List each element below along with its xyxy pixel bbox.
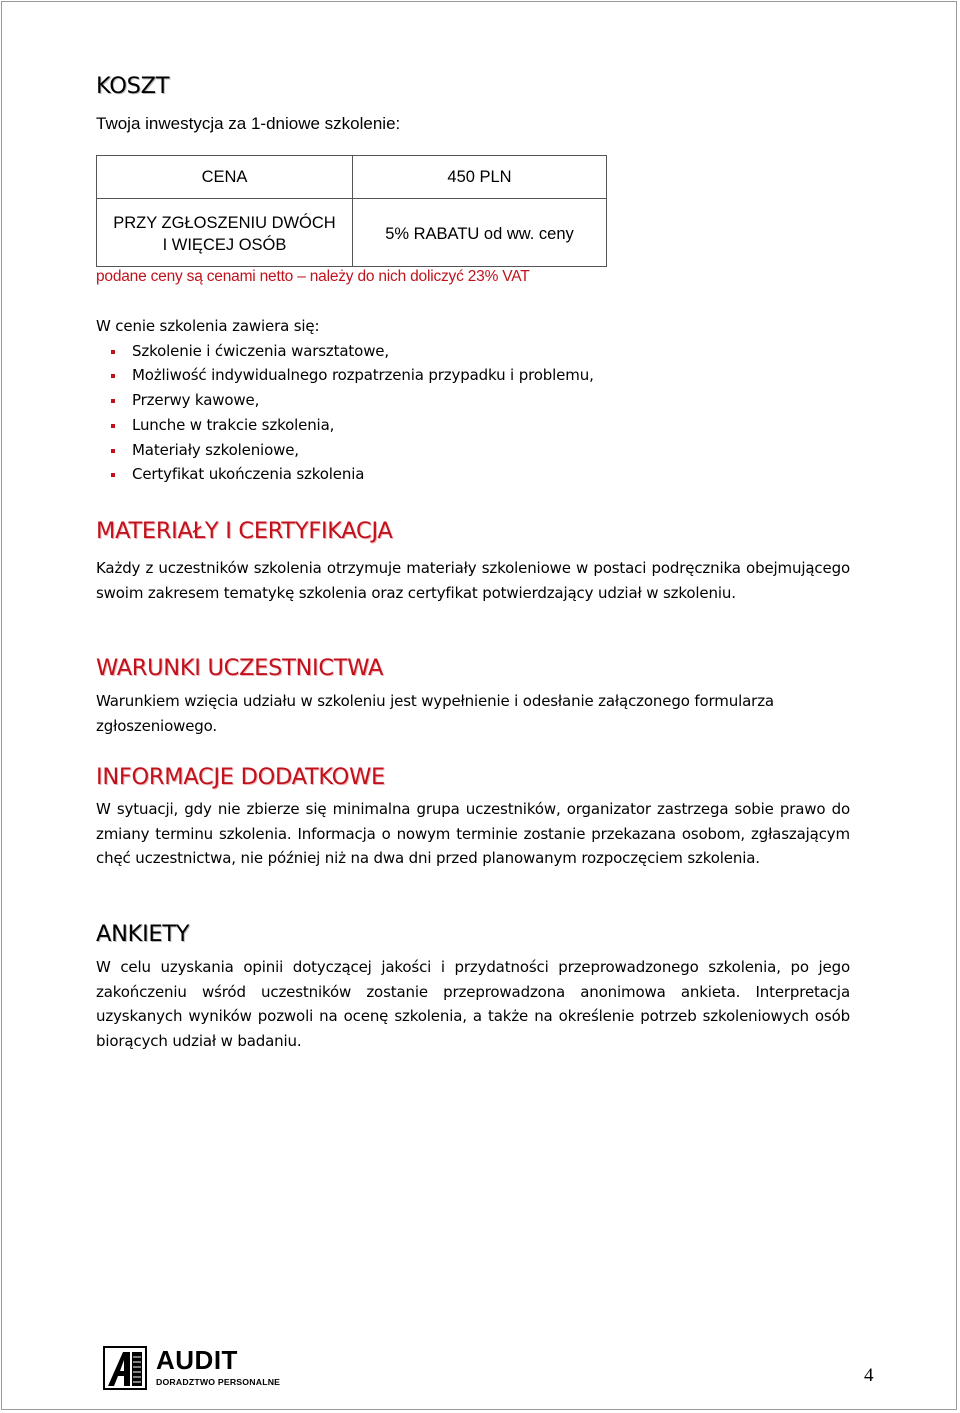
discount-value-cell bbox=[353, 199, 607, 267]
list-item bbox=[96, 388, 852, 413]
list-item-text: Certyfikat ukończenia szkolenia bbox=[132, 465, 365, 484]
audit-logo bbox=[103, 1346, 303, 1390]
discount-row bbox=[97, 199, 607, 267]
koszt-intro: Twoja inwestycja za 1-dniowe szkolenie: bbox=[96, 114, 401, 133]
list-item-text: Możliwość indywidualnego rozpatrzenia przypadku i problemu, bbox=[132, 366, 594, 385]
koszt-heading: KOSZT bbox=[96, 73, 170, 99]
materialy-heading: MATERIAŁY I CERTYFIKACJA bbox=[96, 518, 393, 544]
price-value: 450 PLN bbox=[447, 167, 512, 186]
list-item-text: Przerwy kawowe, bbox=[132, 391, 260, 410]
bullet-icon bbox=[111, 374, 115, 378]
list-item bbox=[96, 339, 852, 364]
list-item-text: Szkolenie i ćwiczenia warsztatowe, bbox=[132, 341, 390, 360]
discount-label-line2: I WIĘCEJ OSÓB bbox=[162, 236, 287, 254]
materialy-text: Każdy z uczestników szkolenia otrzymuje materiały szkoleniowe w postaci podręcznika obejmującego swoim zakresem tematykę szkolenia oraz certyfikat potwierdzający udział w szkoleniu. bbox=[96, 559, 850, 602]
list-item bbox=[96, 462, 852, 487]
bullet-icon bbox=[111, 350, 115, 354]
ankiety-text: W celu uzyskania opinii dotyczącej jakości i przydatności przeprowadzonego szkolenia, po jego zakończeniu wśród uczestników zostanie przeprowadzona anonimowa ankieta. Interpretacja uzyskanych wyników pozwoli na ocenę szkolenia, a także na określenie potrzeb szkoleniowych osób biorących udział w badaniu. bbox=[96, 958, 850, 1051]
bullet-icon bbox=[111, 449, 115, 453]
discount-value: 5% RABATU od ww. ceny bbox=[385, 225, 574, 243]
ankiety-heading: ANKIETY bbox=[96, 921, 190, 947]
logo-tagline: DORADZTWO PERSONALNE bbox=[156, 1377, 281, 1387]
bullet-icon bbox=[111, 473, 115, 477]
list-item bbox=[96, 363, 852, 388]
bullet-icon bbox=[111, 399, 115, 403]
list-item bbox=[96, 438, 852, 463]
page-number: 4 bbox=[864, 1365, 874, 1386]
price-label-cell bbox=[97, 156, 353, 199]
informacje-text: W sytuacji, gdy nie zbierze się minimalna grupa uczestników, organizator zastrzega sobie prawo do zmiany terminu szkolenia. Informacja o nowym terminie zostanie przekazana osobom, zgłaszającym chęć uczestnictwa, nie później niż na dwa dni przed planowanym rozpoczęciem szkolenia. bbox=[96, 800, 850, 868]
included-section bbox=[96, 314, 852, 487]
logo-name: AUDIT bbox=[156, 1345, 238, 1375]
included-list bbox=[96, 339, 852, 487]
warunki-heading: WARUNKI UCZESTNICTWA bbox=[96, 655, 384, 681]
audit-logo-mark-icon bbox=[103, 1346, 147, 1390]
discount-label-cell bbox=[97, 199, 353, 267]
included-intro: W cenie szkolenia zawiera się: bbox=[96, 317, 320, 335]
warunki-text: Warunkiem wzięcia udziału w szkoleniu jest wypełnienie i odesłanie załączonego formularza zgłoszeniowego. bbox=[96, 692, 774, 735]
price-row bbox=[97, 156, 607, 199]
list-item-text: Lunche w trakcie szkolenia, bbox=[132, 415, 335, 434]
price-value-cell bbox=[353, 156, 607, 199]
vat-note: podane ceny są cenami netto – należy do nich doliczyć 23% VAT bbox=[96, 268, 530, 285]
price-table bbox=[96, 155, 607, 267]
bullet-icon bbox=[111, 424, 115, 428]
list-item bbox=[96, 413, 852, 438]
price-label: CENA bbox=[201, 167, 248, 186]
informacje-heading: INFORMACJE DODATKOWE bbox=[96, 764, 385, 790]
discount-label-line1: PRZY ZGŁOSZENIU DWÓCH bbox=[113, 214, 336, 232]
list-item-text: Materiały szkoleniowe, bbox=[132, 440, 299, 459]
